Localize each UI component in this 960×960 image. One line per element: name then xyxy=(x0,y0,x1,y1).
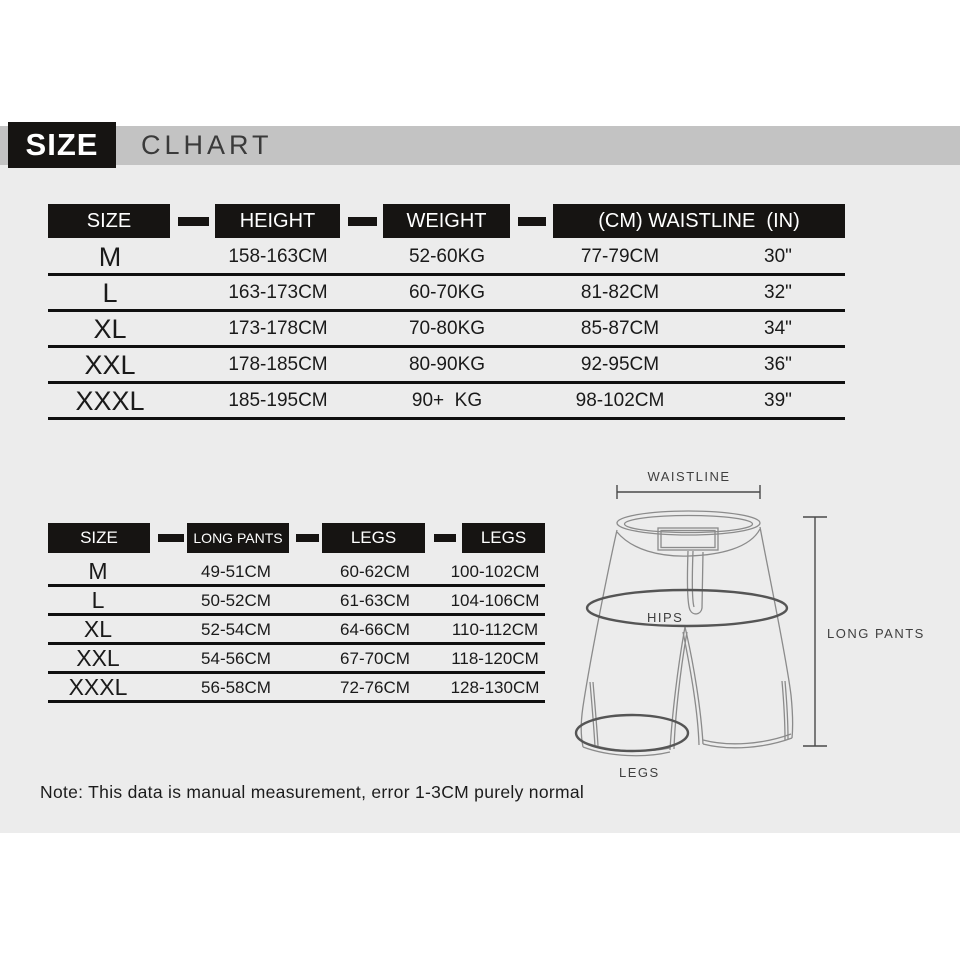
size-cell: XXXL xyxy=(68,674,128,700)
long-pants-label: LONG PANTS xyxy=(827,626,925,641)
size-cell: M xyxy=(98,242,122,272)
waistline-measure-line xyxy=(617,485,760,499)
height-cell: 163-173CM xyxy=(228,282,328,303)
long-pants-cell: 49-51CM xyxy=(201,562,271,581)
table1-header-height: HEIGHT xyxy=(215,204,340,238)
size-cell: L xyxy=(91,587,105,613)
weight-cell: 60-70KG xyxy=(408,282,486,303)
legs-cell: 72-76CM xyxy=(340,678,410,697)
waist-in-cell: 32" xyxy=(764,282,792,303)
shorts-drawing xyxy=(570,460,960,790)
height-cell: 178-185CM xyxy=(228,354,328,375)
table1-header-weight: WEIGHT xyxy=(383,204,510,238)
shorts-measure-diagram xyxy=(570,460,960,790)
weight-cell: 90+ KG xyxy=(411,390,483,411)
table-row xyxy=(48,240,845,276)
legs-cell: 67-70CM xyxy=(340,649,410,668)
table-row xyxy=(48,276,845,312)
legs-cell: 61-63CM xyxy=(340,591,410,610)
table2-header-size: SIZE xyxy=(48,523,150,553)
header-dash xyxy=(434,534,456,542)
table2-rows xyxy=(48,558,545,703)
waist-in-cell: 34" xyxy=(764,318,792,339)
measurement-note: Note: This data is manual measurement, error 1-3CM purely normal xyxy=(40,782,585,802)
header-dash xyxy=(296,534,319,542)
size-badge: SIZE xyxy=(8,122,116,168)
table2-header-legs-2: LEGS xyxy=(462,523,545,553)
legs-cell: 64-66CM xyxy=(340,620,410,639)
table1-header-waistline: (CM) WAISTLINE (IN) xyxy=(553,204,845,238)
leg-opening-cell: 100-102CM xyxy=(450,562,540,581)
shorts-outline xyxy=(581,511,792,756)
legs-cell: 60-62CM xyxy=(340,562,410,581)
weight-cell: 70-80KG xyxy=(408,318,486,339)
header-dash xyxy=(348,217,377,226)
leg-opening-cell: 128-130CM xyxy=(450,678,540,697)
table2-header-long-pants: LONG PANTS xyxy=(187,523,289,553)
waistline-label: WAISTLINE xyxy=(647,469,731,484)
table1-header-size: SIZE xyxy=(48,204,170,238)
legs-label: LEGS xyxy=(619,765,660,780)
table-row xyxy=(48,558,545,587)
size-cell: M xyxy=(88,558,108,584)
header-dash xyxy=(158,534,184,542)
size-cell: XXL xyxy=(76,645,120,671)
long-pants-cell: 56-58CM xyxy=(201,678,271,697)
waist-cm-cell: 77-79CM xyxy=(580,246,660,267)
height-cell: 158-163CM xyxy=(228,246,328,267)
waist-in-cell: 30" xyxy=(764,246,792,267)
leg-opening-cell: 118-120CM xyxy=(451,649,539,668)
size-cell: XXXL xyxy=(75,386,145,416)
table2-header-legs: LEGS xyxy=(322,523,425,553)
size-cell: L xyxy=(102,278,118,308)
long-pants-cell: 52-54CM xyxy=(201,620,271,639)
waist-in-cell: 36" xyxy=(764,354,792,375)
table-row xyxy=(48,616,545,645)
waist-in-cell: 39" xyxy=(764,390,792,411)
hips-label: HIPS xyxy=(647,610,684,625)
size-cell: XL xyxy=(93,314,127,344)
waist-cm-cell: 98-102CM xyxy=(575,390,665,411)
hips-girth-ellipse xyxy=(587,590,787,626)
header-dash xyxy=(518,217,546,226)
weight-cell: 80-90KG xyxy=(408,354,486,375)
table-row xyxy=(48,312,845,348)
weight-cell: 52-60KG xyxy=(408,246,486,267)
size-cell: XXL xyxy=(84,350,136,380)
long-pants-measure-line xyxy=(803,517,827,746)
table-row xyxy=(48,645,545,674)
leg-opening-cell: 104-106CM xyxy=(450,591,540,610)
table-row xyxy=(48,384,845,420)
size-cell: XL xyxy=(83,616,113,642)
page-title: CLHART xyxy=(141,130,273,160)
waist-cm-cell: 92-95CM xyxy=(580,354,660,375)
waist-cm-cell: 81-82CM xyxy=(580,282,660,303)
height-cell: 185-195CM xyxy=(228,390,328,411)
header-dash xyxy=(178,217,209,226)
table-row xyxy=(48,674,545,703)
long-pants-cell: 54-56CM xyxy=(201,649,271,668)
table1-rows xyxy=(48,240,845,420)
waist-cm-cell: 85-87CM xyxy=(580,318,660,339)
table-row xyxy=(48,587,545,616)
long-pants-cell: 50-52CM xyxy=(201,591,271,610)
table-row xyxy=(48,348,845,384)
leg-opening-cell: 110-112CM xyxy=(451,620,539,639)
height-cell: 173-178CM xyxy=(228,318,328,339)
